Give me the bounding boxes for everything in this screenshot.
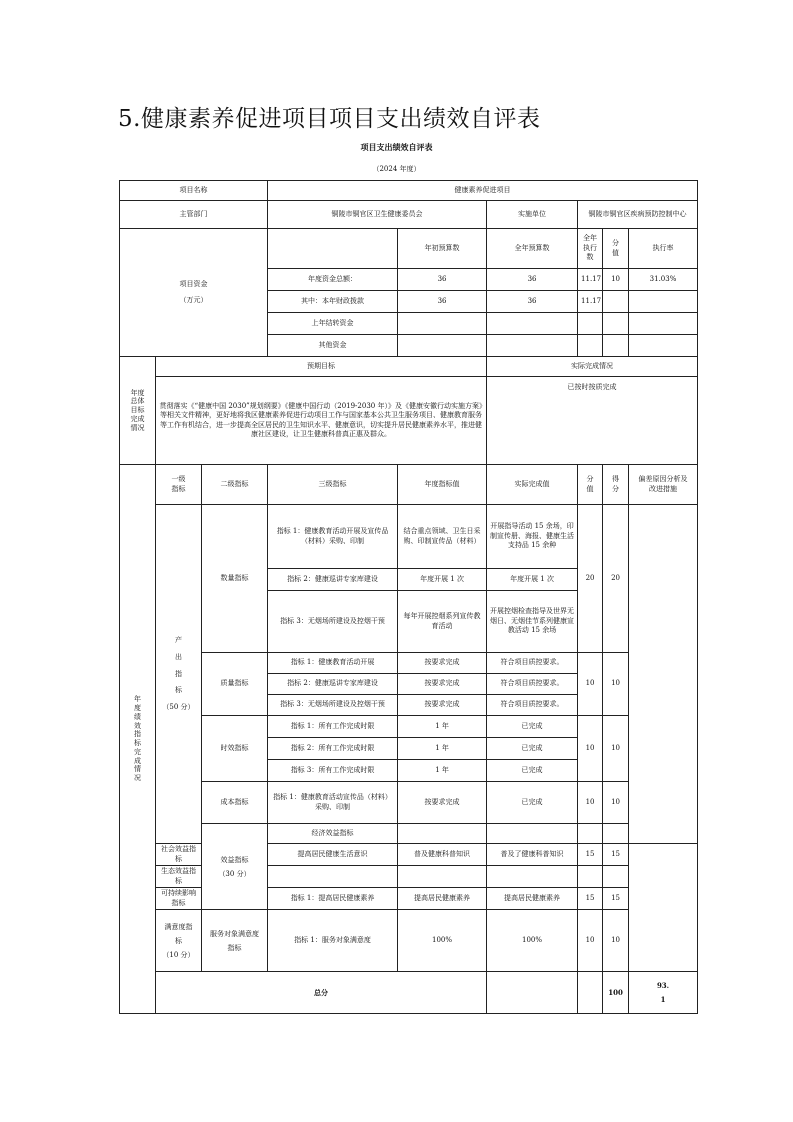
indicator-actual [578,824,603,844]
goals-label [120,357,156,465]
funds-row-name: 其中：本年财政拨款 [268,291,398,313]
funds-row-executed [578,313,603,335]
indicator-actual [487,866,578,888]
goals-label-text: 年度总体目标完成情况 [130,388,145,432]
indicator-score: 10 [603,910,629,972]
benefit-row [120,824,698,844]
indicator-name: 提高居民健康生活意识 [268,844,398,866]
header-level3: 三级指标 [268,465,398,505]
indicator-weight: 15 [578,888,603,910]
indicator-score [603,866,629,888]
funds-row-weight [603,335,629,357]
total-blank-actual [578,972,603,1014]
cost-weight: 10 [578,782,603,824]
indicator-actual: 普及了健康科普知识 [487,844,578,866]
indicator-target: 1 年 [398,760,487,782]
analysis-cell [629,505,698,844]
funds-row-weight [603,313,629,335]
benefit-level2: 经济效益指标 [268,824,398,844]
indicator-actual: 开展指导活动 15 余场，印制宣传册、海报、健康生活支持品 15 余种 [487,505,578,569]
funds-row-annual [487,313,578,335]
header-analysis: 偏差原因分析及 改进措施 [629,465,698,505]
project-name-value: 健康素养促进项目 [268,181,698,201]
funds-row-rate [629,335,698,357]
header-annual-budget: 全年预算数 [487,229,578,269]
benefit-level2: 社会效益指标 [156,844,202,866]
expected-goal-text: 贯彻落实《“健康中国 2030”规划纲要》《健康中国行动（2019-2030 年）》及《健康安徽行动实施方案》等相关文件精神，更好地将我区健康素养促进行动项目工作与国家基本公共卫生服务项目、健康教育服务等工作有机结合，进一步提高全区居民的卫生知识水平、健康意识，切实提升居民健康素养水平，推进健康社区建设，让卫生健康科普真正惠及群众。 [156,377,487,465]
benefit-level2: 生态效益指标 [156,866,202,888]
header-level2: 二级指标 [202,465,268,505]
funds-row-weight [603,291,629,313]
benefit-indicators-label: 效益指标 （30 分） [202,824,268,910]
funds-row-rate: 31.03% [629,269,698,291]
header-actual: 实际完成值 [487,465,578,505]
indicator-actual: 已完成 [487,760,578,782]
indicator-target: 按要求完成 [398,674,487,695]
table-title: 项目支出绩效自评表 [360,142,433,152]
funds-row-initial: 36 [398,269,487,291]
funds-row-name: 其他资金 [268,335,398,357]
indicator-target [398,866,487,888]
department-row [120,201,698,229]
indicator-actual: 开展控烟检查指导及世界无烟日、无烟佳节系列健康宣教活动 15 余场 [487,591,578,653]
header-ind-score: 得 分 [603,465,629,505]
actual-completion-text: 已按时按质完成 [487,377,698,465]
indicator-name: 指标 2：健康巡讲专家库建设 [268,674,398,695]
header-exec-rate: 执行率 [629,229,698,269]
indicator-row [120,716,698,738]
indicator-target: 每年开展控烟系列宣传教育活动 [398,591,487,653]
funds-row-executed: 11.17 [578,269,603,291]
total-weight: 100 [603,972,629,1014]
cost-score: 10 [603,782,629,824]
indicator-name: 指标 3：所有工作完成时限 [268,760,398,782]
header-executed: 全年执行数 [578,229,603,269]
indicator-name [398,824,487,844]
total-score: 93. 1 [629,972,698,1014]
indicator-target: 年度开展 1 次 [398,569,487,591]
header-ind-weight: 分 值 [578,465,603,505]
indicator-target: 普及健康科普知识 [398,844,487,866]
indicator-weight: 10 [578,910,603,972]
indicator-name: 指标 3：无烟场所建设及控烟干预 [268,695,398,716]
timeliness-score: 10 [603,716,629,782]
indicator-actual: 100% [487,910,578,972]
goals-header-row [120,357,698,377]
impl-unit-value: 铜陵市铜官区疾病预防控制中心 [578,201,698,229]
indicator-weight [603,824,629,844]
indicator-name: 指标 1：健康教育活动宣传品（材料）采购、印制 [268,782,398,824]
satisfaction-level2: 服务对象满意度 指标 [202,910,268,972]
indicator-name: 指标 1：健康教育活动开展 [268,653,398,674]
funds-row-annual: 36 [487,291,578,313]
funds-row-name: 年度资金总额： [268,269,398,291]
indicator-row [120,653,698,674]
funds-label [120,229,268,357]
indicator-actual: 年度开展 1 次 [487,569,578,591]
satisfaction-indicators-label: 满意度指 标 （10 分） [156,910,202,972]
indicator-name: 指标 1：服务对象满意度 [268,910,398,972]
impl-unit-label: 实施单位 [487,201,578,229]
dept-value: 铜陵市铜官区卫生健康委员会 [268,201,487,229]
indicator-target: 按要求完成 [398,653,487,674]
indicators-section-label [120,465,156,1014]
total-blank-target [487,972,578,1014]
indicator-actual: 提高居民健康素养 [487,888,578,910]
indicator-name: 指标 2：健康巡讲专家库建设 [268,569,398,591]
timeliness-label: 时效指标 [202,716,268,782]
indicator-name: 指标 2：所有工作完成时限 [268,738,398,760]
funds-row-executed [578,335,603,357]
indicator-actual: 已完成 [487,716,578,738]
timeliness-weight: 10 [578,716,603,782]
funds-unit: （万元） [179,295,208,304]
header-weight: 分 值 [603,229,629,269]
benefit-level2: 可持续影响指标 [156,888,202,910]
cost-label: 成本指标 [202,782,268,824]
dept-label: 主管部门 [120,201,268,229]
header-level1: 一级 指标 [156,465,202,505]
indicator-name: 指标 1：健康教育活动开展及宣传品（材料）采购、印制 [268,505,398,569]
table-year: （2024 年度） [372,165,421,173]
header-initial-budget: 年初预算数 [398,229,487,269]
funds-row-name: 上年结转资金 [268,313,398,335]
indicator-name: 指标 1：所有工作完成时限 [268,716,398,738]
project-name-label: 项目名称 [120,181,268,201]
indicator-score: 15 [603,844,629,866]
indicator-actual: 符合项目质控要求。 [487,653,578,674]
funds-row-initial [398,313,487,335]
quality-label: 质量指标 [202,653,268,716]
total-row [120,972,698,1014]
funds-row-initial [398,335,487,357]
expected-goal-header: 预期目标 [156,357,487,377]
indicator-actual: 已完成 [487,782,578,824]
header-target: 年度指标值 [398,465,487,505]
indicator-weight: 15 [578,844,603,866]
indicator-target: 按要求完成 [398,695,487,716]
goals-row [120,377,698,465]
indicator-header-row [120,465,698,505]
indicators-section-text: 年度绩效指标完成情况 [134,695,141,782]
indicator-actual: 符合项目质控要求。 [487,695,578,716]
funds-row-annual [487,335,578,357]
funds-row-weight: 10 [603,269,629,291]
funds-row-initial: 36 [398,291,487,313]
funds-row-rate [629,291,698,313]
output-indicators-label: 产 出 指 标 （50 分） [156,505,202,844]
indicator-actual: 符合项目质控要求。 [487,674,578,695]
indicator-weight [578,866,603,888]
funds-blank-header [268,229,398,269]
indicator-row [120,782,698,824]
total-label: 总分 [156,972,487,1014]
quality-weight: 10 [578,653,603,716]
funds-label-text: 项目资金 [179,280,208,289]
funds-row-rate [629,313,698,335]
indicator-name [268,866,398,888]
funds-row-executed: 11.17 [578,291,603,313]
indicator-target [487,824,578,844]
quantity-weight: 20 [578,505,603,653]
indicator-actual: 已完成 [487,738,578,760]
funds-row-annual: 36 [487,269,578,291]
indicator-score: 15 [603,888,629,910]
indicator-target: 提高居民健康素养 [398,888,487,910]
indicator-target: 1 年 [398,716,487,738]
page-heading: 5.健康素养促进项目项目支出绩效自评表 [118,106,541,132]
satisfaction-row [120,910,698,972]
quantity-score: 20 [603,505,629,653]
indicator-target: 100% [398,910,487,972]
actual-completion-header: 实际完成情况 [487,357,698,377]
indicator-target: 1 年 [398,738,487,760]
indicator-target: 结合重点领域、卫生日采购、印制宣传品（材料） [398,505,487,569]
self-evaluation-table [119,180,698,1014]
indicator-target: 按要求完成 [398,782,487,824]
indicator-name: 指标 3：无烟场所建设及控烟干预 [268,591,398,653]
indicator-name: 指标 1：提高居民健康素养 [268,888,398,910]
indicator-row [120,505,698,569]
quality-score: 10 [603,653,629,716]
project-name-row [120,181,698,201]
quantity-label: 数量指标 [202,505,268,653]
funds-header-row [120,229,698,269]
